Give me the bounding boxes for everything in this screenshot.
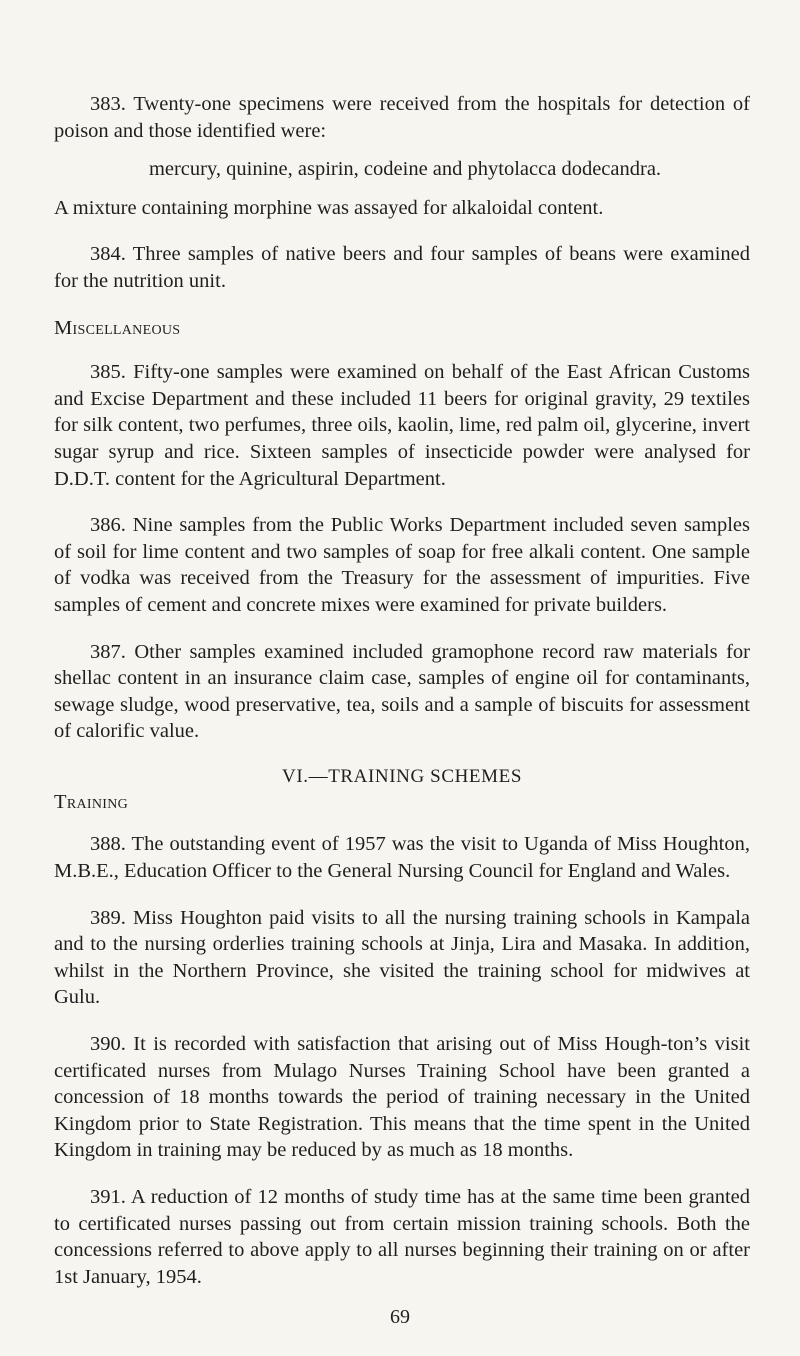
paragraph-391: 391. A reduction of 12 months of study time has at the same time been granted to certificated nurses passing out from certain mission training schools. Both the concessions referred to above apply to all nurses beginning their training on or after 1st January, 1954. (54, 1186, 750, 1288)
paragraph-387: 387. Other samples examined included gramophone record raw materials for shellac content in an insurance claim case, samples of engine oil for contaminants, sewage sludge, wood preservative, tea, soils and a sample of biscuits for assessment of calorific value. (54, 640, 750, 743)
heading-miscellaneous: Miscellaneous (54, 316, 181, 339)
page-number: 69 (390, 1306, 410, 1328)
paragraph-388: 388. The outstanding event of 1957 was the visit to Uganda of Miss Houghton, M.B.E., Education Officer to the General Nursing Council for England and Wales. (54, 833, 750, 883)
heading-training: Training (54, 790, 129, 813)
paragraph-389: 389. Miss Houghton paid visits to all the nursing training schools in Kampala and to the nursing orderlies training schools at Jinja, Lira and Masaka. In addition, whilst in the Northern Province, she visited the training school for midwives at Gulu. (54, 906, 750, 1009)
page-body (54, 91, 750, 1310)
paragraph-386: 386. Nine samples from the Public Works Department included seven samples of soil for lime content and two samples of soap for free alkali content. One sample of vodka was received from the Treasury for the assessment of impurities. Five samples of cement and concrete mixes were examined for private builders. (54, 514, 750, 616)
poison-list: mercury, quinine, aspirin, codeine and phytolacca dodecandra. (148, 158, 662, 181)
paragraph-383-continued: A mixture containing morphine was assayed for alkaloidal content. (54, 196, 604, 219)
paragraph-384: 384. Three samples of native beers and four samples of beans were examined for the nutrition unit. (54, 243, 750, 292)
paragraph-390: 390. It is recorded with satisfaction that arising out of Miss Hough-ton’s visit certificated nurses from Mulago Nurses Training School have been granted a concession of 18 months towards the period of training necessary in the United Kingdom prior to State Registration. This means that the time spent in the United Kingdom in training may be reduced by as much as 18 months. (54, 1033, 750, 1162)
paragraph-383: 383. Twenty-one specimens were received from the hospitals for detection of poison and those identified were: (54, 93, 750, 142)
section-title-training-schemes: VI.—TRAINING SCHEMES (282, 765, 522, 787)
paragraph-385: 385. Fifty-one samples were examined on behalf of the East African Customs and Excise Department and these included 11 beers for original gravity, 29 textiles for silk content, two perfumes, three oils, kaolin, lime, red palm oil, glycerine, invert sugar syrup and rice. Sixteen samples of insecticide powder were analysed for D.D.T. content for the Agricultural Department. (54, 361, 750, 490)
